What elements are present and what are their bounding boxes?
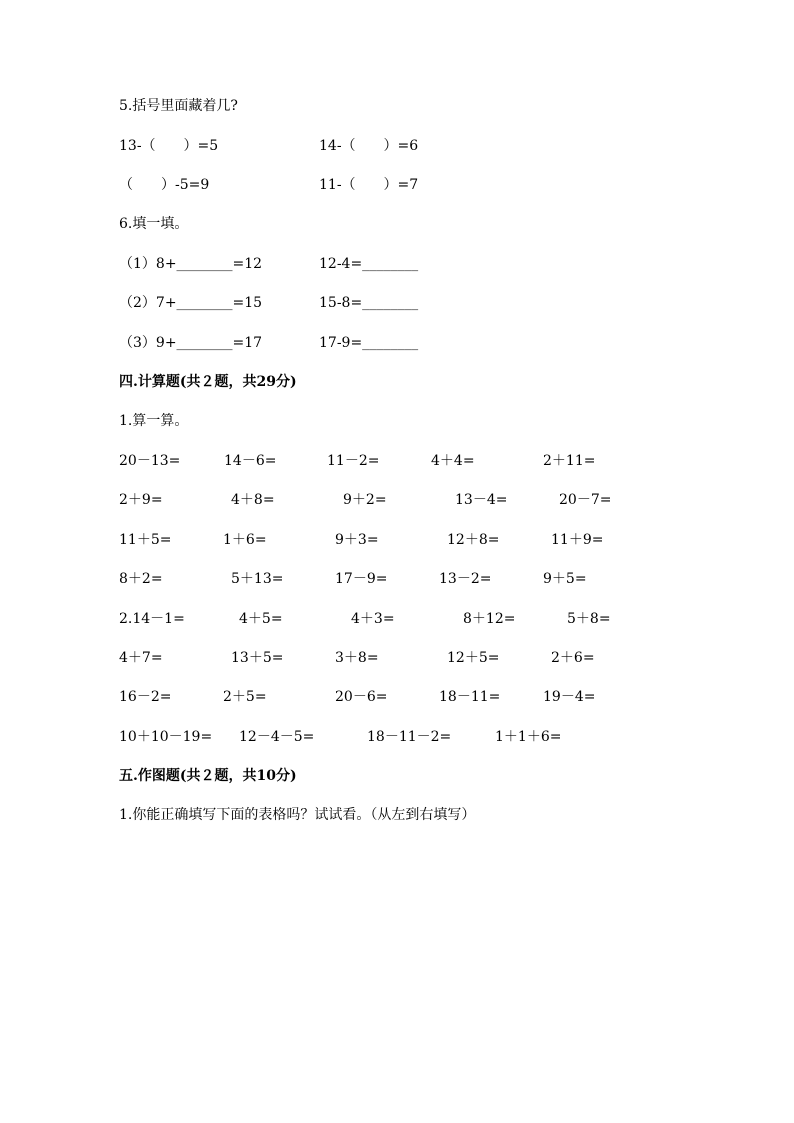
q6-item-3: （2）7+________=15 bbox=[119, 295, 263, 311]
calc-item: 20－7= bbox=[559, 492, 612, 508]
q6-item-6: 17-9=________ bbox=[319, 335, 419, 351]
calc-item: 4＋8= bbox=[231, 492, 275, 508]
q5-item-3: （ ）-5=9 bbox=[119, 177, 210, 193]
part4-q1-title: 1.算一算。 bbox=[119, 413, 189, 429]
calc-item: 1＋1＋6= bbox=[495, 729, 562, 745]
part4-heading: 四.计算题(共２题，共29分) bbox=[119, 374, 297, 390]
part5-q1-title: 1.你能正确填写下面的表格吗？试试看。（从左到右填写） bbox=[119, 807, 476, 823]
calc-item: 5＋13= bbox=[231, 571, 284, 587]
calc-item: 10＋10－19= bbox=[119, 729, 213, 745]
calc-item: 1＋6= bbox=[223, 532, 267, 548]
calc-item: 12＋5= bbox=[447, 650, 500, 666]
calc-item: 2＋6= bbox=[551, 650, 595, 666]
calc-item: 2＋5= bbox=[223, 689, 267, 705]
calc-item: 20－13= bbox=[119, 453, 181, 469]
calc-item: 16－2= bbox=[119, 689, 172, 705]
calc-item: 4＋3= bbox=[351, 611, 395, 627]
calc-item: 8＋12= bbox=[463, 611, 516, 627]
calc-item: 12＋8= bbox=[447, 532, 500, 548]
q5-title: 5.括号里面藏着几? bbox=[119, 98, 238, 114]
calc-item: 14－6= bbox=[224, 453, 277, 469]
calc-item: 8＋2= bbox=[119, 571, 163, 587]
calc-item: 5＋8= bbox=[567, 611, 611, 627]
calc-item: 17－9= bbox=[335, 571, 388, 587]
calc-item: 9＋2= bbox=[343, 492, 387, 508]
calc-item: 18－11= bbox=[439, 689, 501, 705]
q5-item-2: 14-（ ）=6 bbox=[319, 138, 419, 154]
calc-item: 19－4= bbox=[543, 689, 596, 705]
q5-item-4: 11-（ ）=7 bbox=[319, 177, 419, 193]
q6-title: 6.填一填。 bbox=[119, 216, 189, 232]
calc-item: 20－6= bbox=[335, 689, 388, 705]
calc-item: 13－4= bbox=[455, 492, 508, 508]
calc-item: 13－2= bbox=[439, 571, 492, 587]
calc-item: 4＋4= bbox=[431, 453, 475, 469]
part5-heading: 五.作图题(共２题，共10分) bbox=[119, 768, 297, 784]
q6-item-5: （3）9+________=17 bbox=[119, 335, 263, 351]
calc-item: 11＋5= bbox=[119, 532, 172, 548]
calc-item: 4＋7= bbox=[119, 650, 163, 666]
q6-item-1: （1）8+________=12 bbox=[119, 256, 263, 272]
calc-item: 2＋11= bbox=[543, 453, 596, 469]
calc-item: 4＋5= bbox=[239, 611, 283, 627]
calc-item: 9＋5= bbox=[543, 571, 587, 587]
calc-item: 12－4－5= bbox=[239, 729, 315, 745]
calc-item: 2＋9= bbox=[119, 492, 163, 508]
calc-item: 3＋8= bbox=[335, 650, 379, 666]
q6-item-2: 12-4=________ bbox=[319, 256, 419, 272]
calc-item: 18－11－2= bbox=[367, 729, 452, 745]
calc-item: 11＋9= bbox=[551, 532, 604, 548]
calc-item: 13＋5= bbox=[231, 650, 284, 666]
q6-item-4: 15-8=________ bbox=[319, 295, 419, 311]
calc-item: 2.14－1= bbox=[119, 611, 185, 627]
calc-item: 11－2= bbox=[327, 453, 380, 469]
calc-item: 9＋3= bbox=[335, 532, 379, 548]
q5-item-1: 13-（ ）=5 bbox=[119, 138, 219, 154]
